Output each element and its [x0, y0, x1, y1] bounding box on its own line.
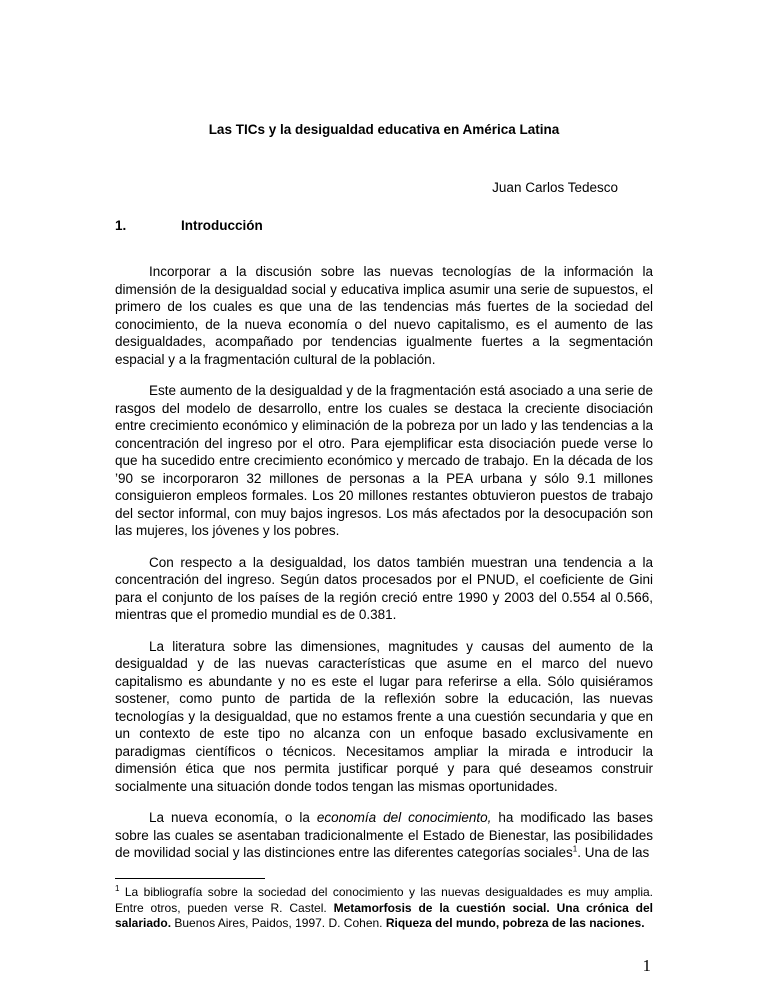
- paragraph-text: La nueva economía, o la: [149, 810, 317, 825]
- footnote-marker: 1: [115, 884, 120, 893]
- section-title: Introducción: [181, 218, 263, 233]
- footnote-book-title: Metamorfosis de la cuestión social. Una crónica del salariado.: [115, 900, 653, 930]
- footnote-reference[interactable]: 1: [572, 844, 578, 854]
- footnote: [115, 885, 653, 932]
- footnote-text: Buenos Aires, Paidos, 1997. D. Cohen.: [171, 916, 386, 930]
- italic-term: economía del conocimiento,: [316, 810, 492, 825]
- section-heading: [115, 218, 263, 233]
- footnote-book-title: Riqueza del mundo, pobreza de las naciones.: [385, 916, 645, 930]
- document-title: Las TICs y la desigualdad educativa en América Latina: [208, 122, 560, 137]
- paragraph: Incorporar a la discusión sobre las nuevas tecnologías de la información la dimensión de la desigualdad social y educativa implica asumir una serie de supuestos, el primero de los cuales es que una de las tendencias más fuertes de la sociedad del conocimiento, de la nueva economía o del nuevo capitalismo, es el aumento de las desigualdades, acompañado por tendencias igualmente fuertes a la segmentación espacial y a la fragmentación cultural de la población.: [115, 264, 653, 367]
- footnote-divider: [115, 878, 265, 879]
- body-text: [115, 263, 653, 876]
- page-number: 1: [642, 956, 651, 975]
- paragraph: [115, 809, 653, 862]
- paragraph: La literatura sobre las dimensiones, magnitudes y causas del aumento de la desigualdad y de las nuevas características que asume en el marco del nuevo capitalismo es abundante y no es este el lugar para referirse a ella. Sólo quisiéramos sostener, como punto de partida de la reflexión sobre la educación, las nuevas tecnologías y la desigualdad, que no estamos frente a una cuestión secundaria y que en un contexto de este tipo no alcanza con un enfoque basado exclusivamente en paradigmas científicos o técnicos. Necesitamos ampliar la mirada e introducir la dimensión ética que nos permita justificar porqué y para qué deseamos construir socialmente una situación donde todos tengan las mismas oportunidades.: [115, 638, 653, 794]
- footnote-text: La bibliografía sobre la sociedad del conocimiento y las nuevas desigualdades es muy amplia. Entre otros, pueden verse R. Castel.: [115, 885, 653, 915]
- paragraph: Con respecto a la desigualdad, los datos también muestran una tendencia a la concentración del ingreso. Según datos procesados por el PNUD, el coeficiente de Gini para el conjunto de los países de la región creció entre 1990 y 2003 del 0.554 al 0.566, mientras que el promedio mundial es de 0.381.: [115, 554, 653, 622]
- paragraph-text: . Una de las: [577, 845, 650, 860]
- author-name: Juan Carlos Tedesco: [492, 180, 618, 195]
- section-number: 1.: [115, 218, 127, 233]
- paragraph-text: ha modificado las bases sobre las cuales se asentaban tradicionalmente el Estado de Bienestar, las posibilidades de movilidad social y las distinciones entre las diferentes categorías sociales: [115, 810, 653, 860]
- paragraph: Este aumento de la desigualdad y de la fragmentación está asociado a una serie de rasgos del modelo de desarrollo, entre los cuales se destaca la creciente disociación entre crecimiento económico y eliminación de la pobreza por un lado y las tendencias a la concentración del ingreso por el otro. Para ejemplificar esta disociación puede verse lo que ha sucedido entre crecimiento económico y mercado de trabajo. En la década de los ’90 se incorporaron 32 millones de personas a la PEA urbana y sólo 9.1 millones consiguieron empleos formales. Los 20 millones restantes obtuvieron puestos de trabajo del sector informal, con muy bajos ingresos. Los más afectados por la desocupación son las mujeres, los jóvenes y los pobres.: [115, 383, 653, 538]
